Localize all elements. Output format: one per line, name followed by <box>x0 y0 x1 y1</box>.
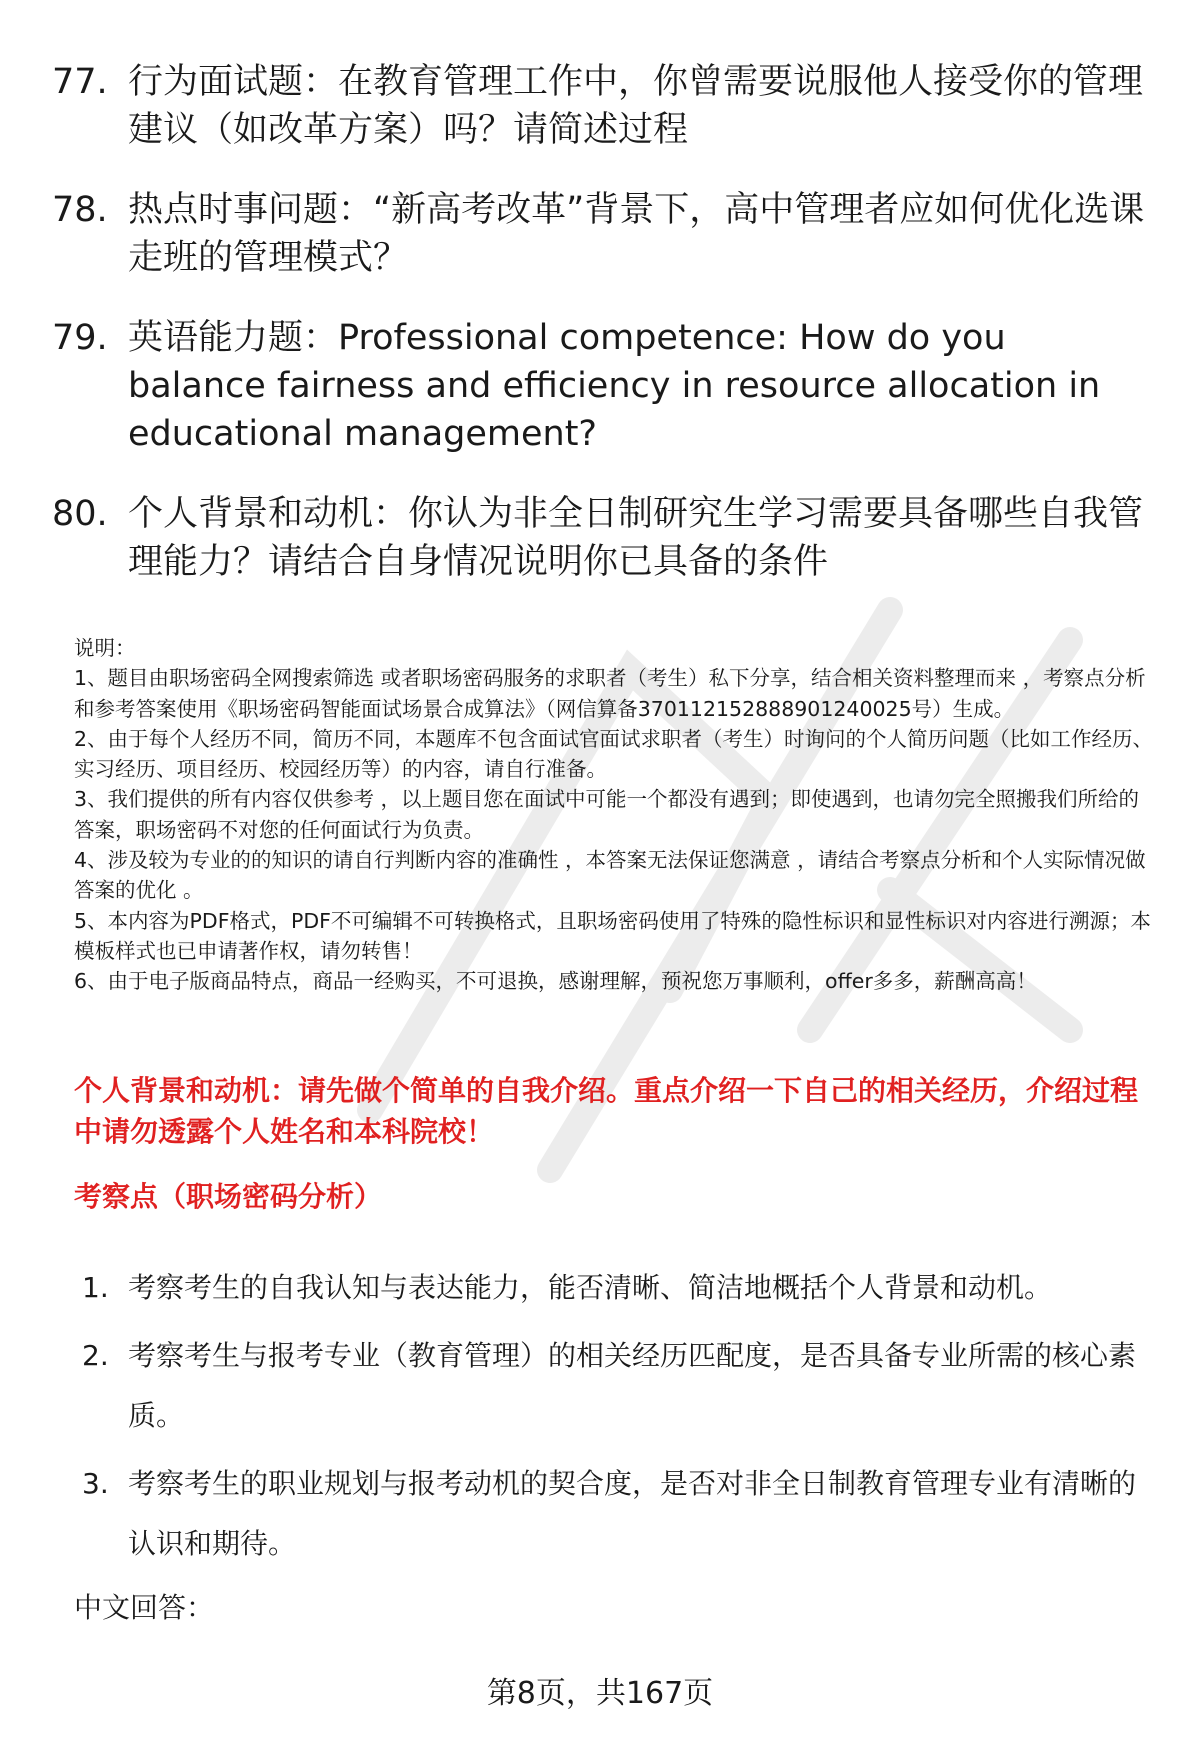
analysis-heading: 考察点（职场密码分析） <box>74 1180 383 1213</box>
page-number-footer: 第8页，共167页 <box>486 1676 714 1711</box>
analysis-point-text: 考察考生与报考专业（教育管理）的相关经历匹配度，是否具备专业所需的核心素质。 <box>128 1339 1137 1432</box>
note-item: 6、由于电子版商品特点，商品一经购买，不可退换，感谢理解，预祝您万事顺利，offer多多，薪酬高高！ <box>74 969 1037 994</box>
question-list <box>52 58 1152 618</box>
analysis-point-text: 考察考生的职业规划与报考动机的契合度，是否对非全日制教育管理专业有清晰的认识和期待。 <box>128 1467 1137 1560</box>
notes-section <box>74 633 1159 997</box>
question-item <box>52 58 1152 154</box>
question-item <box>52 490 1152 586</box>
note-item: 1、题目由职场密码全网搜索筛选 或者职场密码服务的求职者（考生）私下分享，结合相关资料整理而来 ，考察点分析和参考答案使用《职场密码智能面试场景合成算法》（网信算备370112152888901240025号）生成。 <box>74 666 1146 721</box>
question-number: 77. <box>52 62 108 102</box>
analysis-point <box>82 1258 1162 1318</box>
question-text: 热点时事问题：“新高考改革”背景下，高中管理者应如何优化选课走班的管理模式？ <box>128 190 1145 278</box>
analysis-point-number: 3. <box>82 1467 109 1500</box>
analysis-point <box>82 1326 1162 1446</box>
question-number: 80. <box>52 494 108 534</box>
question-text: 个人背景和动机：你认为非全日制研究生学习需要具备哪些自我管理能力？请结合自身情况说明你已具备的条件 <box>128 494 1144 582</box>
analysis-point-number: 1. <box>82 1271 109 1304</box>
analysis-point-number: 2. <box>82 1339 109 1372</box>
current-question-heading: 个人背景和动机：请先做个简单的自我介绍。重点介绍一下自己的相关经历，介绍过程中请勿透露个人姓名和本科院校！ <box>74 1074 1139 1148</box>
question-item <box>52 314 1152 458</box>
note-item: 5、本内容为PDF格式，PDF不可编辑不可转换格式，且职场密码使用了特殊的隐性标识和显性标识对内容进行溯源；本模板样式也已申请著作权，请勿转售！ <box>74 908 1151 963</box>
note-item: 4、涉及较为专业的的知识的请自行判断内容的准确性 ，本答案无法保证您满意 ，请结合考察点分析和个人实际情况做答案的优化 。 <box>74 848 1146 903</box>
question-text: 英语能力题：Professional competence: How do you balance fairness and efficiency in resource allocation in educational management? <box>128 318 1101 454</box>
question-number: 78. <box>52 190 108 230</box>
analysis-point-text: 考察考生的自我认知与表达能力，能否清晰、简洁地概括个人背景和动机。 <box>128 1271 1053 1304</box>
notes-heading: 说明： <box>74 636 136 660</box>
analysis-point <box>82 1454 1162 1574</box>
analysis-points-list <box>82 1258 1162 1582</box>
note-item: 2、由于每个人经历不同，简历不同，本题库不包含面试官面试求职者（考生）时询问的个人简历问题（比如工作经历、实习经历、项目经历、校园经历等）的内容，请自行准备。 <box>74 726 1154 782</box>
question-number: 79. <box>52 318 108 358</box>
answer-label: 中文回答： <box>74 1591 215 1624</box>
question-text: 行为面试题：在教育管理工作中，你曾需要说服他人接受你的管理建议（如改革方案）吗？请简述过程 <box>128 62 1144 150</box>
question-item <box>52 186 1152 282</box>
note-item: 3、我们提供的所有内容仅供参考 ，以上题目您在面试中可能一个都没有遇到；即使遇到，也请勿完全照搬我们所给的答案，职场密码不对您的任何面试行为负责。 <box>74 787 1140 842</box>
